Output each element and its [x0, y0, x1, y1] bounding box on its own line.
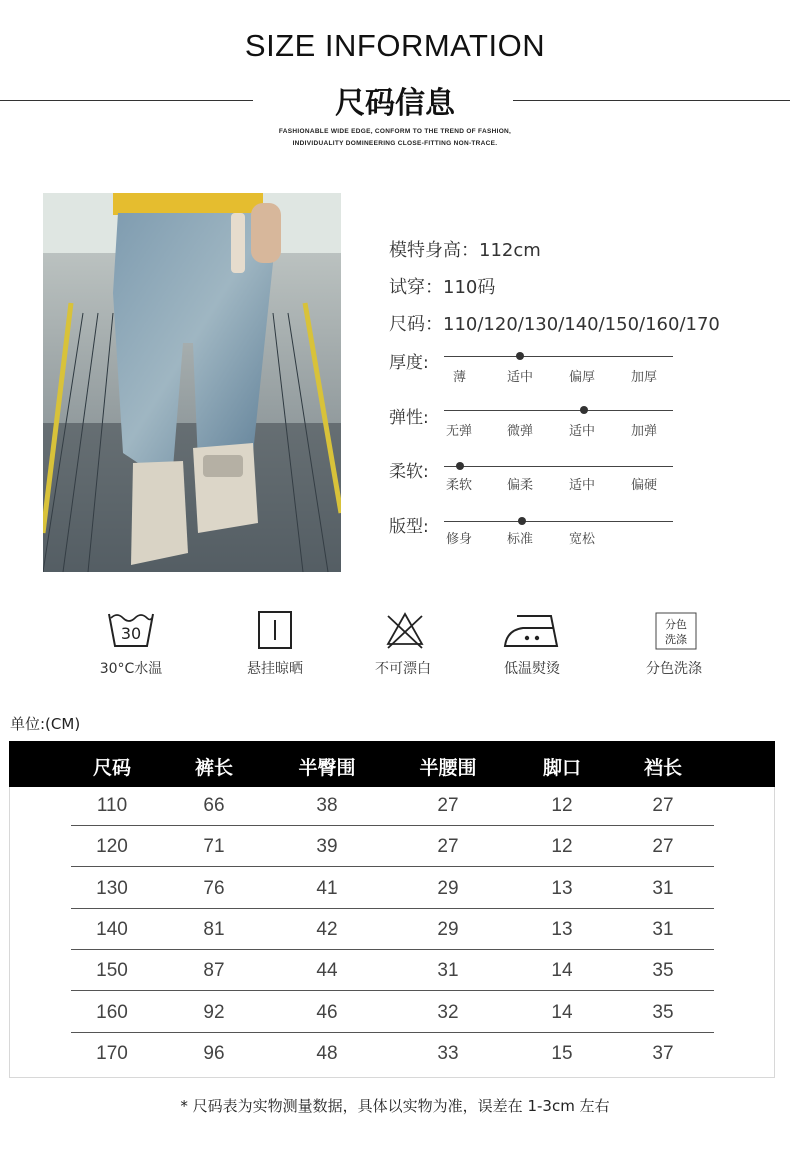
row-divider [71, 949, 714, 950]
elasticity-option: 适中 [569, 424, 596, 439]
cell-size: 160 [96, 1001, 128, 1023]
row-divider [71, 866, 714, 867]
cell-waist: 27 [437, 836, 459, 858]
cell-length: 92 [203, 1001, 225, 1023]
size-table-frame [9, 741, 775, 1078]
cell-hip: 46 [316, 1001, 338, 1023]
thickness-option: 适中 [507, 370, 534, 385]
cell-rise: 35 [652, 1001, 674, 1023]
cell-leg-opening: 14 [551, 960, 573, 982]
fit-option: 修身 [446, 532, 473, 547]
cell-size: 130 [96, 877, 128, 899]
cell-length: 96 [203, 1042, 225, 1064]
title-chinese: 尺码信息 [335, 86, 455, 121]
thickness-option: 加厚 [631, 370, 658, 385]
fit-scale [444, 521, 673, 522]
cell-length: 66 [203, 795, 225, 816]
tagline-line-2: INDIVIDUALITY DOMINEERING CLOSE-FITTING NON-TRACE. [292, 140, 498, 147]
cell-hip: 39 [316, 836, 338, 858]
cell-size: 120 [96, 836, 128, 858]
cell-waist: 27 [437, 795, 459, 816]
cell-rise: 35 [652, 960, 674, 982]
tried-size: 试穿：110码 [389, 277, 496, 298]
size-range: 尺码：110/120/130/140/150/160/170 [389, 314, 720, 335]
no-bleach-icon [385, 608, 425, 650]
care-label-low-iron: 低温熨烫 [504, 661, 560, 677]
row-divider [71, 908, 714, 909]
softness-option: 偏硬 [631, 478, 658, 493]
care-label-hang-dry: 悬挂晾晒 [247, 661, 303, 677]
elasticity-option: 微弹 [507, 424, 534, 439]
softness-scale [444, 466, 673, 467]
cell-size: 150 [96, 960, 128, 982]
cell-length: 76 [203, 877, 225, 899]
cell-size: 140 [96, 918, 128, 940]
thickness-label: 厚度: [389, 353, 429, 373]
fit-option: 宽松 [569, 532, 596, 547]
cell-hip: 42 [316, 918, 338, 940]
fit-option: 标准 [507, 532, 534, 547]
elasticity-indicator [580, 406, 588, 414]
title-english: SIZE INFORMATION [244, 28, 546, 63]
footnote: * 尺码表为实物测量数据，具体以实物为准，误差在 1-3cm 左右 [180, 1097, 610, 1115]
header-length: 裤长 [194, 757, 233, 779]
fit-label: 版型: [389, 517, 429, 537]
elasticity-label: 弹性: [389, 408, 429, 428]
header-rise: 裆长 [643, 757, 682, 779]
unit-label: 单位:(CM) [10, 715, 81, 733]
cell-hip: 48 [316, 1042, 338, 1064]
cell-rise: 37 [652, 1042, 674, 1064]
softness-option: 偏柔 [507, 478, 534, 493]
cell-waist: 33 [437, 1042, 459, 1064]
softness-option: 柔软 [446, 478, 473, 493]
cell-rise: 31 [652, 877, 674, 899]
cell-leg-opening: 12 [551, 795, 573, 816]
cell-waist: 29 [437, 918, 459, 940]
care-label-no-bleach: 不可漂白 [375, 661, 431, 677]
row-divider [71, 1032, 714, 1033]
cell-rise: 27 [652, 836, 674, 858]
hang-dry-icon [257, 608, 293, 650]
low-iron-icon [503, 608, 559, 650]
cell-leg-opening: 15 [551, 1042, 573, 1064]
cell-waist: 31 [437, 960, 459, 982]
wash-30-icon [107, 608, 155, 650]
header-hip: 半臀围 [298, 757, 356, 779]
wash-temp-text: 30 [120, 624, 142, 643]
thickness-option: 薄 [453, 370, 467, 385]
cell-rise: 31 [652, 918, 674, 940]
care-label-wash: 30°C水温 [99, 661, 163, 677]
tagline-line-1: FASHIONABLE WIDE EDGE, CONFORM TO THE TREND OF FASHION, [278, 128, 512, 135]
model-height: 模特身高：112cm [389, 240, 541, 261]
cell-leg-opening: 13 [551, 918, 573, 940]
care-label-separate-wash: 分色洗涤 [646, 661, 702, 677]
header-leg-opening: 脚口 [542, 757, 581, 779]
thickness-option: 偏厚 [569, 370, 596, 385]
cell-leg-opening: 14 [551, 1001, 573, 1023]
cell-length: 71 [203, 836, 225, 858]
cell-waist: 29 [437, 877, 459, 899]
cell-hip: 38 [316, 795, 338, 816]
header-size: 尺码 [92, 757, 131, 779]
separate-wash-text-2: 洗涤 [665, 633, 687, 646]
cell-waist: 32 [437, 1001, 459, 1023]
cell-length: 81 [203, 918, 225, 940]
softness-indicator [456, 462, 464, 470]
row-divider [71, 825, 714, 826]
elasticity-scale [444, 410, 673, 411]
cell-rise: 27 [652, 795, 674, 816]
thickness-indicator [516, 352, 524, 360]
cell-leg-opening: 13 [551, 877, 573, 899]
cell-leg-opening: 12 [551, 836, 573, 858]
row-divider [71, 990, 714, 991]
cell-hip: 41 [316, 877, 338, 899]
elasticity-option: 无弹 [446, 424, 473, 439]
softness-label: 柔软: [389, 462, 429, 482]
fit-indicator [518, 517, 526, 525]
softness-option: 适中 [569, 478, 596, 493]
model-photo [43, 193, 341, 572]
elasticity-option: 加弹 [631, 424, 658, 439]
separate-wash-icon [655, 608, 697, 650]
cell-size: 110 [96, 795, 128, 816]
cell-length: 87 [203, 960, 225, 982]
separate-wash-text-1: 分色 [665, 618, 687, 631]
header-waist: 半腰围 [419, 757, 477, 779]
thickness-scale [444, 356, 673, 357]
cell-hip: 44 [316, 960, 338, 982]
cell-size: 170 [96, 1042, 128, 1064]
